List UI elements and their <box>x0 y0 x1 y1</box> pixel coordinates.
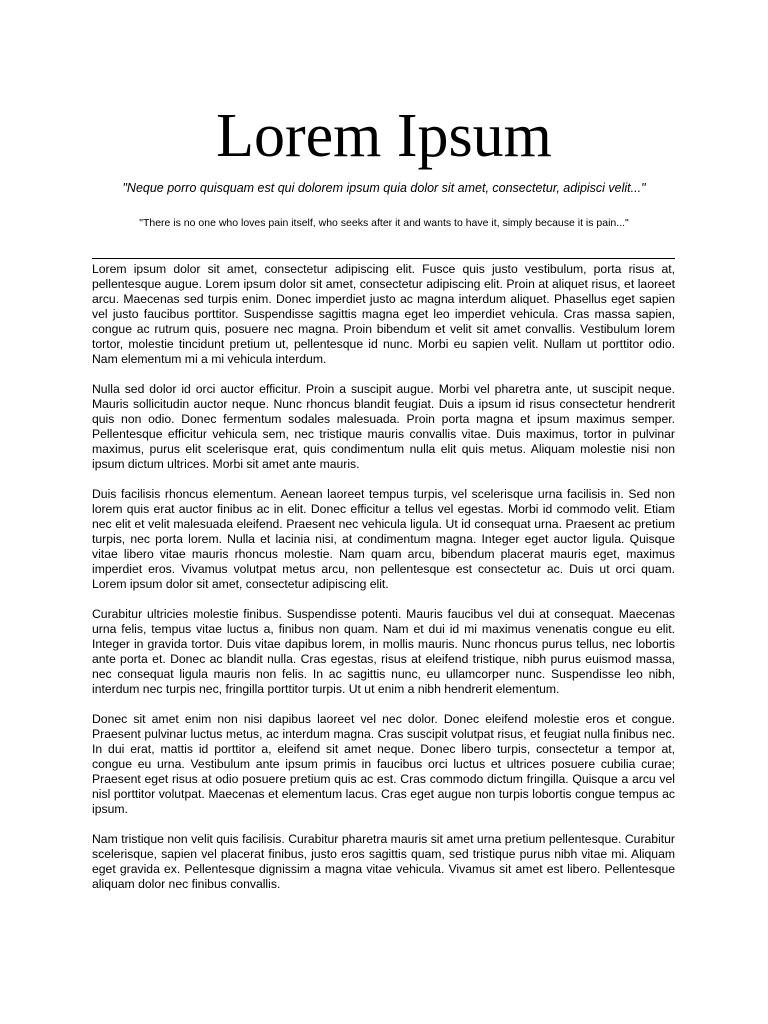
paragraph-6: Nam tristique non velit quis facilisis. Curabitur pharetra mauris sit amet urna pretium pellentesque. Curabitur scelerisque, sapien vel placerat finibus, justo eros sagittis quam, sed tristique purus nibh vitae mi. Aliquam eget gravida ex. Pellentesque dignissim a magna vitae vehicula. Vivamus sit amet est libero. Pellentesque aliquam dolor nec finibus convallis. <box>92 832 675 891</box>
paragraph-4: Curabitur ultricies molestie finibus. Suspendisse potenti. Mauris faucibus vel dui at consequat. Maecenas urna felis, tempus vitae luctus a, finibus non quam. Nam et dui id mi maximus venenatis congue eu elit. Integer in gravida tortor. Duis vitae dapibus lorem, in mollis mauris. Nunc rhoncus purus tellus, nec lobortis ante porta et. Donec ac blandit nulla. Cras egestas, risus at eleifend tristique, nibh purus euismod massa, nec consequat ligula mauris non felis. In ac sagittis nunc, eu ullamcorper nunc. Suspendisse leo nibh, interdum nec turpis nec, fringilla porttitor turpis. Ut ut enim a nibh hendrerit elementum. <box>92 607 675 696</box>
document-body <box>92 262 675 907</box>
document-title: Lorem Ipsum <box>216 102 552 170</box>
paragraph-2: Nulla sed dolor id orci auctor efficitur. Proin a suscipit augue. Morbi vel pharetra ante, ut suscipit neque. Mauris sollicitudin auctor neque. Nunc rhoncus blandit feugiat. Duis a ipsum id risus consectetur hendrerit quis non odio. Donec fermentum sodales malesuada. Proin porta magna et ipsum maximus semper. Pellentesque efficitur vehicula sem, nec tristique mauris convallis vitae. Duis maximus, tortor in pulvinar maximus, purus elit scelerisque erat, quis condimentum nulla elit quis metus. Aliquam molestie nisi non ipsum dictum ultrices. Morbi sit amet ante mauris. <box>92 382 675 471</box>
horizontal-rule <box>92 258 675 259</box>
paragraph-5: Donec sit amet enim non nisi dapibus laoreet vel nec dolor. Donec eleifend molestie eros et congue. Praesent pulvinar luctus metus, ac interdum magna. Cras suscipit volutpat risus, et feugiat nulla finibus nec. In dui erat, mattis id porttitor a, eleifend sit amet neque. Donec libero turpis, consectetur a tempor at, congue eu urna. Vestibulum ante ipsum primis in faucibus orci luctus et ultrices posuere cubilia curae; Praesent eget risus at odio posuere pretium quis ac est. Cras commodo dictum fringilla. Quisque a arcu vel nisl porttitor volutpat. Maecenas et elementum lacus. Cras eget augue non turpis lobortis congue tempus ac ipsum. <box>92 712 675 816</box>
italic-quote: "Neque porro quisquam est qui dolorem ipsum quia dolor sit amet, consectetur, adipisci velit..." <box>122 181 646 195</box>
paragraph-1: Lorem ipsum dolor sit amet, consectetur adipiscing elit. Fusce quis justo vestibulum, porta risus at, pellentesque augue. Lorem ipsum dolor sit amet, consectetur adipiscing elit. Proin at aliquet risus, et laoreet arcu. Maecenas sed turpis enim. Donec imperdiet justo ac magna interdum aliquet. Phasellus eget sapien vel justo faucibus porttitor. Suspendisse sagittis magna eget leo imperdiet vehicula. Cras massa sapien, congue ac rutrum quis, posuere nec magna. Proin bibendum et velit sit amet convallis. Vestibulum lorem tortor, molestie tincidunt pretium ut, pellentesque id nunc. Morbi eu sapien velit. Nullam ut porttitor odio. Nam elementum mi a mi vehicula interdum. <box>92 262 675 366</box>
paragraph-3: Duis facilisis rhoncus elementum. Aenean laoreet tempus turpis, vel scelerisque urna facilisis in. Sed non lorem quis erat auctor finibus ac in elit. Donec efficitur a tellus vel egestas. Morbi id commodo velit. Etiam nec elit et velit malesuada eleifend. Praesent nec vehicula ligula. Ut id consequat urna. Praesent ac pretium turpis, nec porta lorem. Nulla et lacinia nisi, at condimentum magna. Integer eget auctor ligula. Quisque vitae libero vitae mauris rhoncus molestie. Nam quam arcu, bibendum placerat mauris eget, maximus imperdiet eros. Vivamus volutpat metus arcu, non pellentesque est consectetur ac. Duis ut orci quam. Lorem ipsum dolor sit amet, consectetur adipiscing elit. <box>92 487 675 591</box>
plain-quote: "There is no one who loves pain itself, who seeks after it and wants to have it, simply because it is pain..." <box>139 217 629 229</box>
